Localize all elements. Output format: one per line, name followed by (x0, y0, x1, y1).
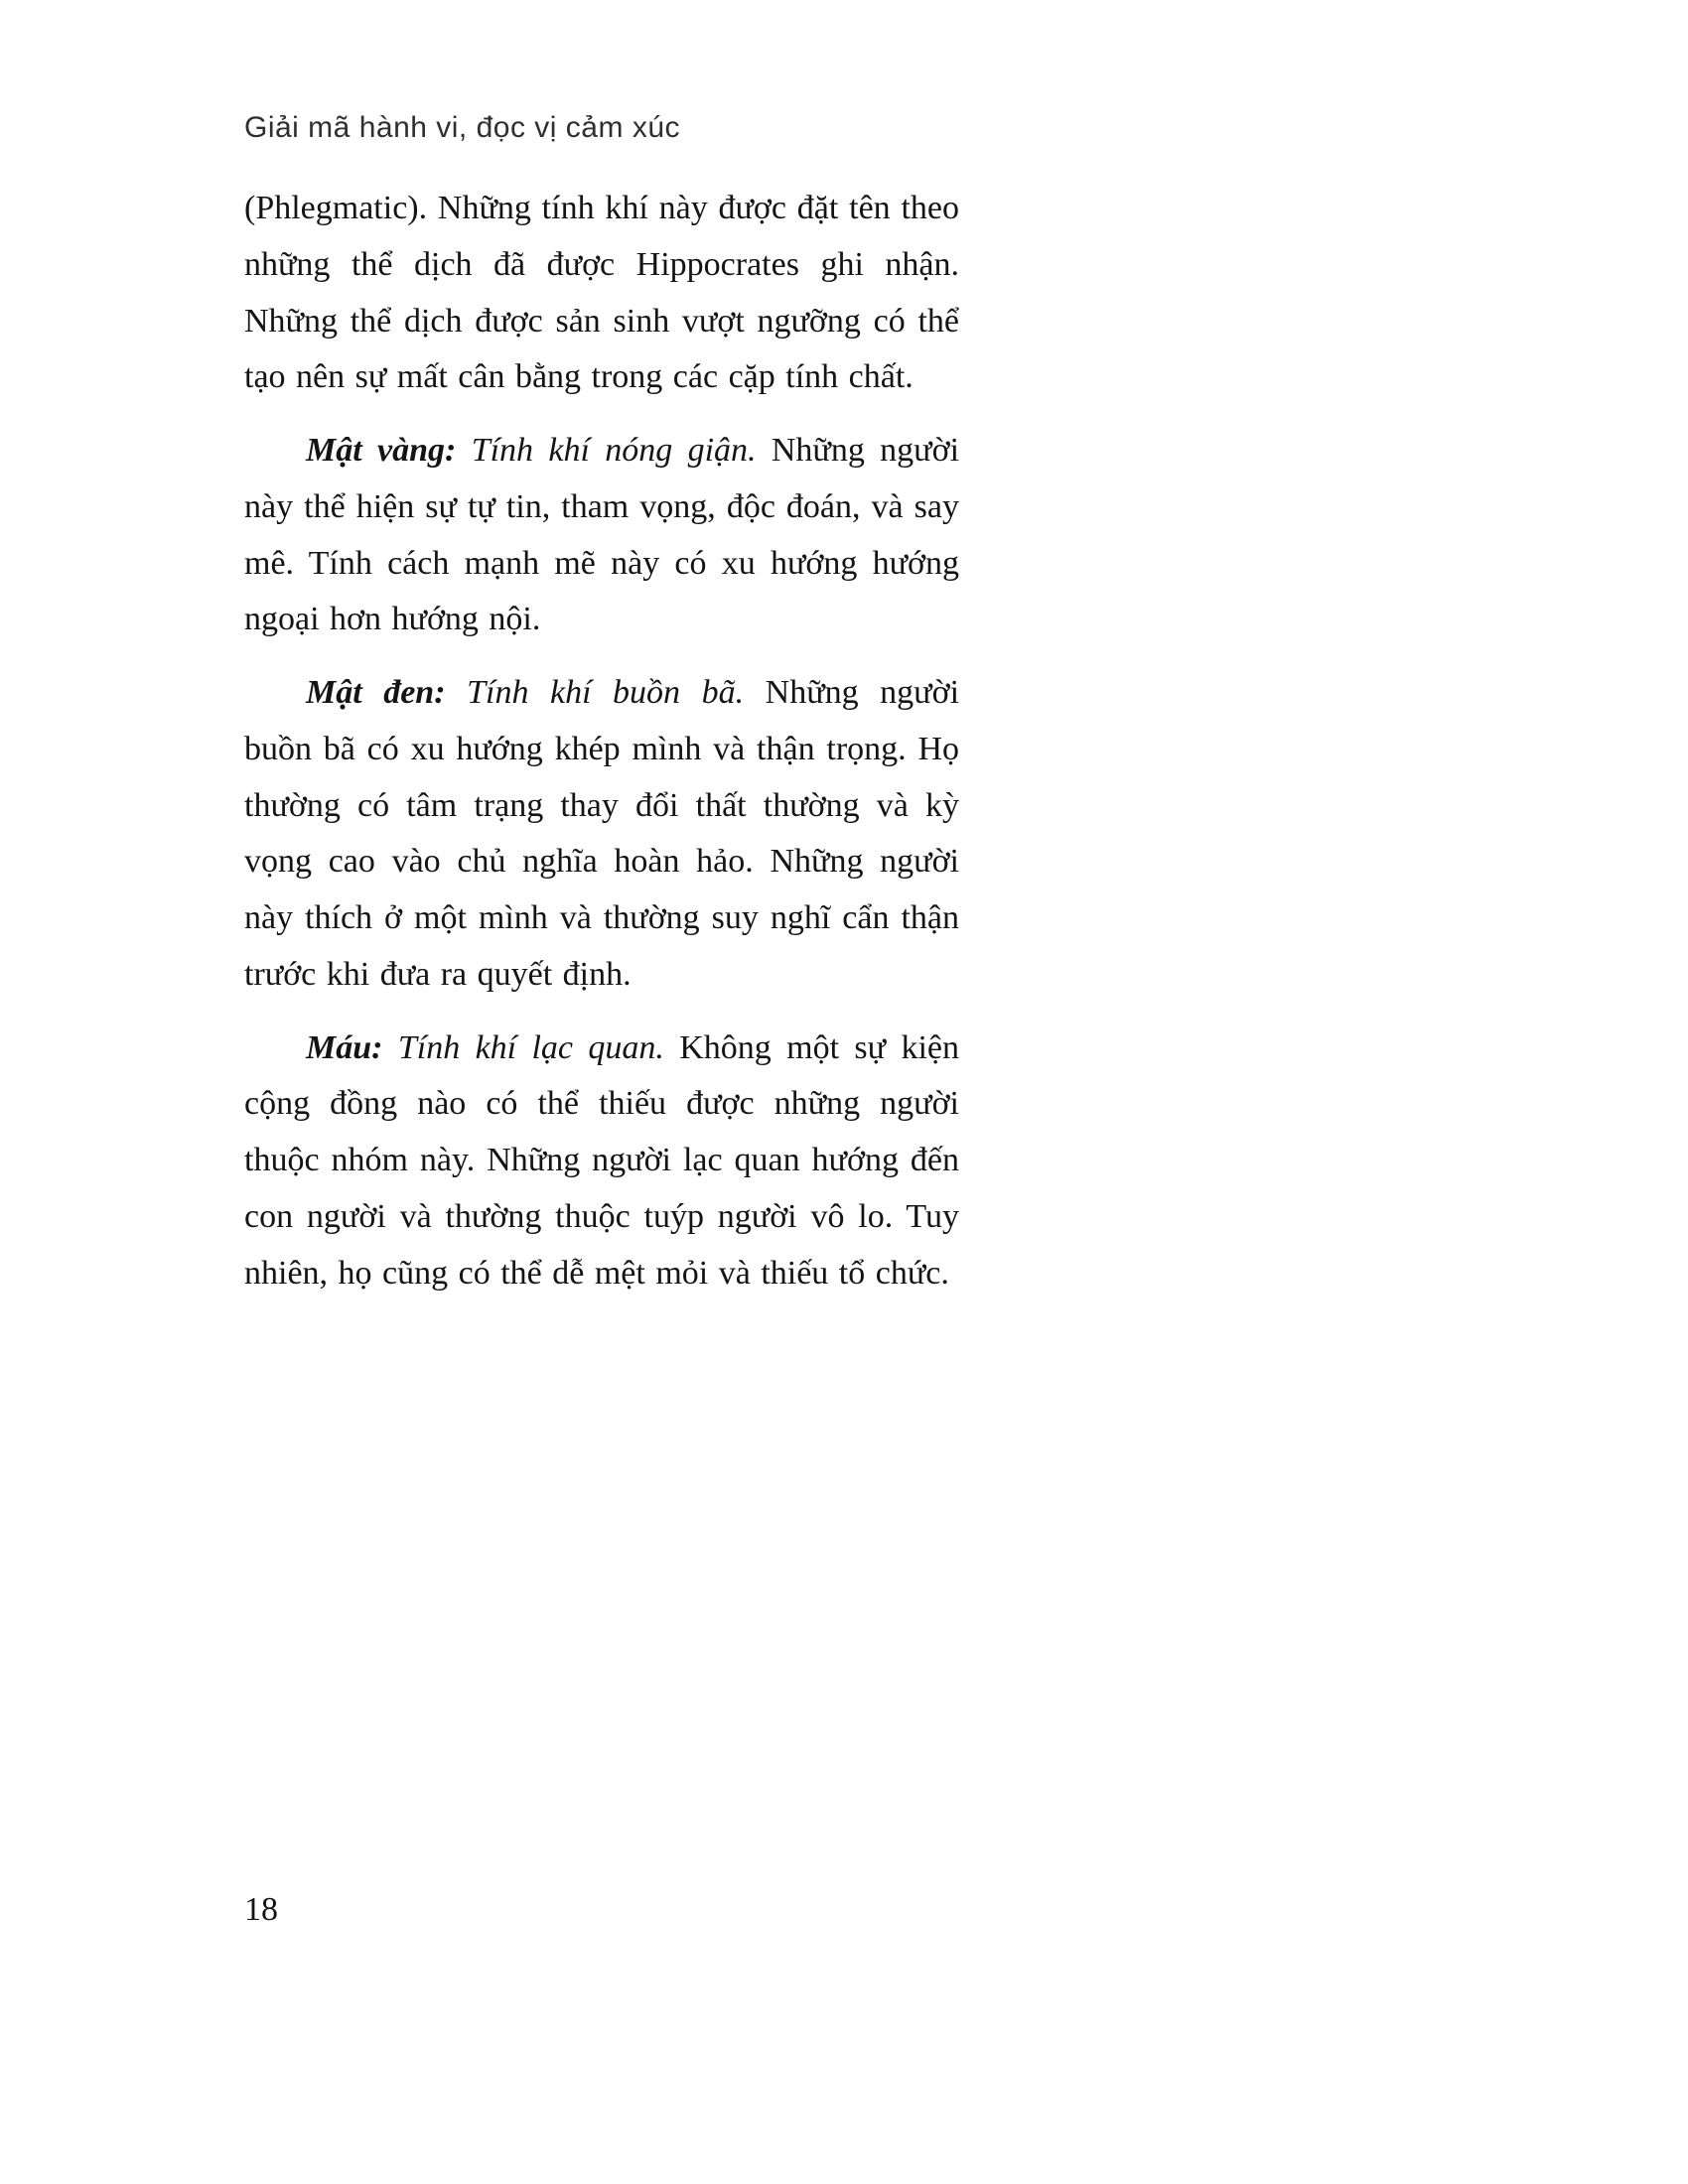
paragraph (244, 423, 959, 648)
paragraph-subtitle: Tính khí buồn bã. (467, 674, 745, 712)
paragraph-text: (Phlegmatic). Những tính khí này được đặt tên theo những thể dịch đã được Hippocrates ghi nhận. Những thể dịch được sản sinh vượt ngưỡng có thể tạo nên sự mất cân bằng trong các cặp tính chất. (244, 190, 959, 396)
paragraph (244, 665, 959, 1004)
paragraph-subtitle: Tính khí lạc quan. (397, 1028, 664, 1066)
paragraph-lead: Mật vàng: (306, 432, 457, 470)
paragraph-lead: Máu: (306, 1028, 383, 1066)
text-block (244, 181, 959, 1319)
running-header: Giải mã hành vi, đọc vị cảm xúc (244, 111, 681, 144)
page-number: 18 (244, 1891, 278, 1928)
paragraph (244, 1021, 959, 1302)
paragraph-text: Không một sự kiện cộng đồng nào có thể thiếu được những người thuộc nhóm này. Những người lạc quan hướng đến con người và thường thuộc tuýp người vô lo. Tuy nhiên, họ cũng có thể dễ mệt mỏi và thiếu tổ chức. (244, 1028, 959, 1292)
paragraph (244, 181, 959, 406)
paragraph-lead: Mật đen: (306, 674, 446, 712)
paragraph-text: Những người này thể hiện sự tự tin, tham vọng, độc đoán, và say mê. Tính cách mạnh mẽ này có xu hướng hướng ngoại hơn hướng nội. (244, 432, 960, 638)
paragraph-subtitle: Tính khí nóng giận. (471, 432, 757, 470)
paragraph-text: Những người buồn bã có xu hướng khép mình và thận trọng. Họ thường có tâm trạng thay đổi thất thường và kỳ vọng cao vào chủ nghĩa hoàn hảo. Những người này thích ở một mình và thường suy nghĩ cẩn thận trước khi đưa ra quyết định. (244, 674, 960, 993)
